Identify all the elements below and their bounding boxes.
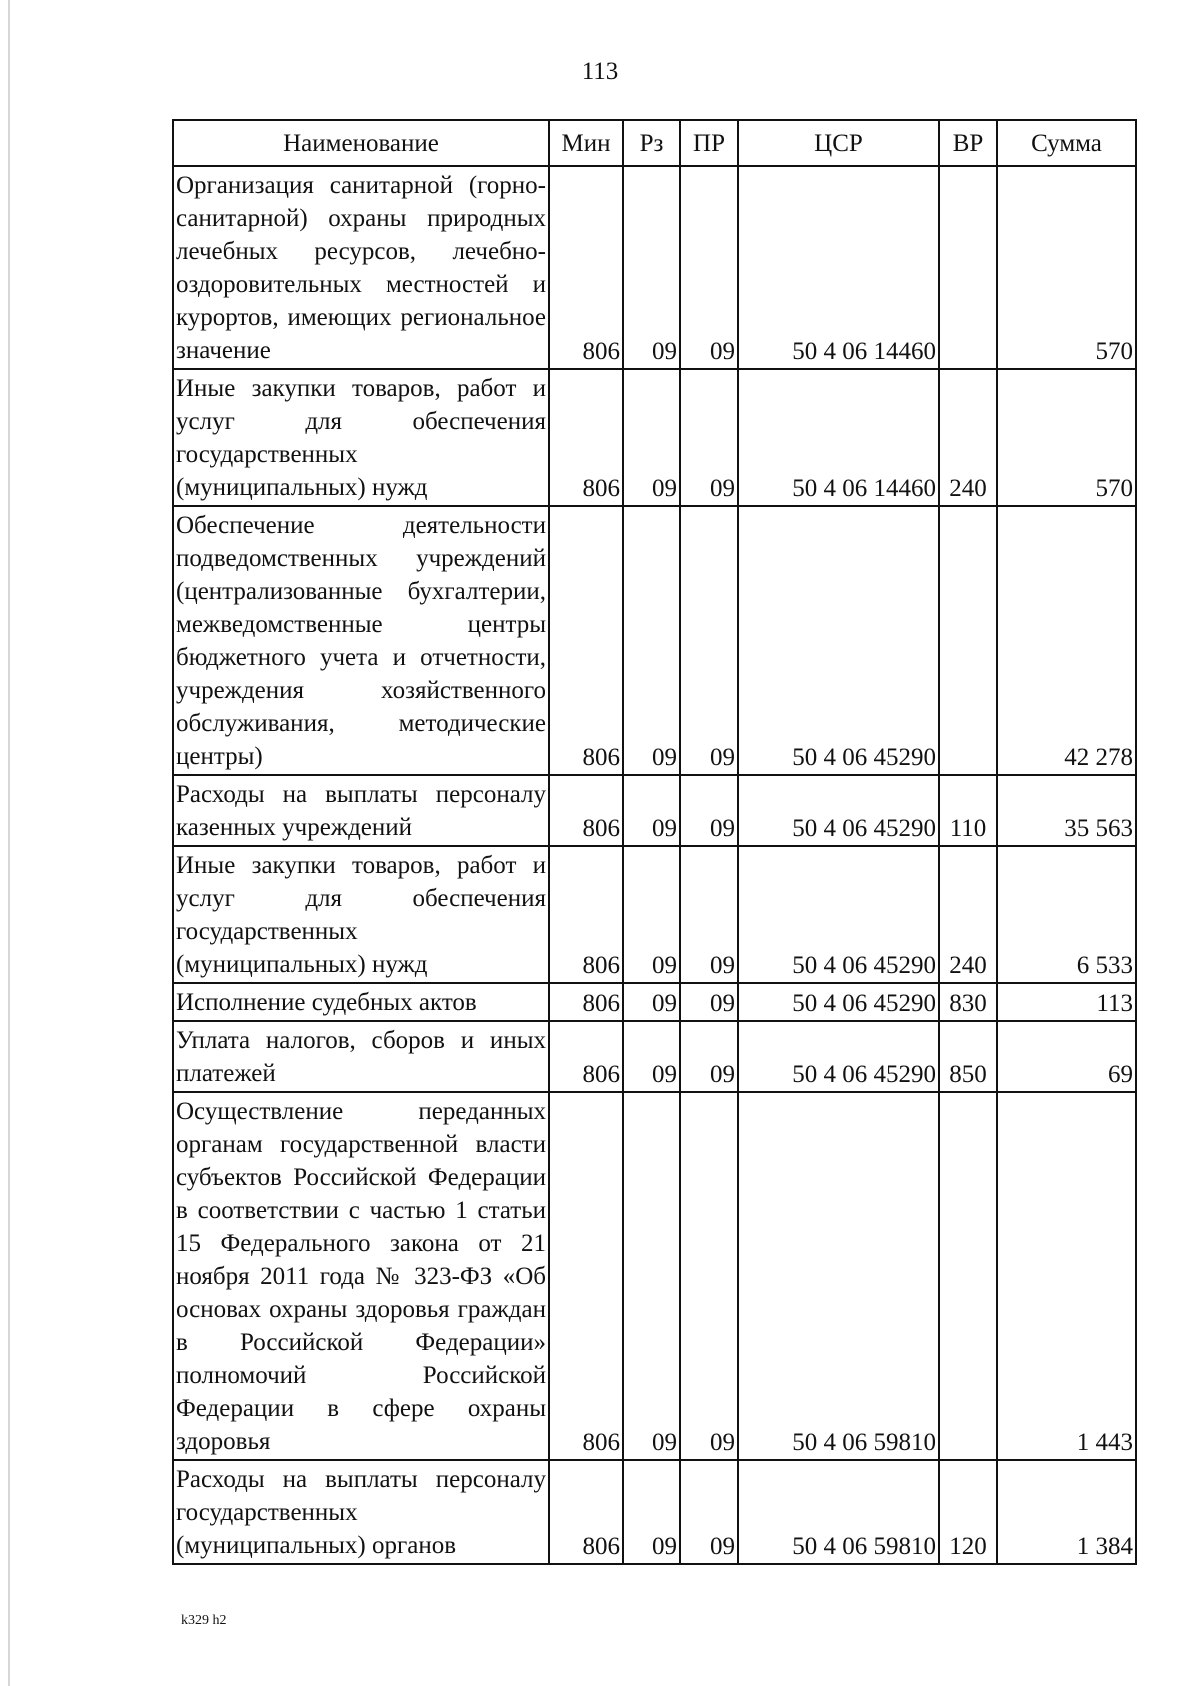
cell-min: 806 bbox=[549, 506, 623, 775]
cell-csr: 50 4 06 45290 bbox=[738, 775, 939, 846]
table-row bbox=[173, 1460, 1136, 1564]
footer-code: k329 h2 bbox=[181, 1613, 227, 1628]
cell-csr: 50 4 06 45290 bbox=[738, 1021, 939, 1092]
page-number: 113 bbox=[581, 58, 619, 85]
cell-sum: 570 bbox=[997, 369, 1136, 506]
cell-name: Исполнение судебных актов bbox=[173, 983, 549, 1021]
cell-sum: 35 563 bbox=[997, 775, 1136, 846]
cell-vr bbox=[939, 1092, 997, 1460]
cell-name: Иные закупки товаров, работ и услуг для обеспечения государственных (муниципальных) нужд bbox=[173, 846, 549, 983]
header-sum: Сумма bbox=[997, 120, 1136, 166]
cell-min: 806 bbox=[549, 846, 623, 983]
cell-rz: 09 bbox=[623, 369, 680, 506]
cell-pr: 09 bbox=[680, 166, 738, 369]
cell-rz: 09 bbox=[623, 983, 680, 1021]
table-row bbox=[173, 775, 1136, 846]
cell-rz: 09 bbox=[623, 1021, 680, 1092]
cell-name: Уплата налогов, сборов и иных платежей bbox=[173, 1021, 549, 1092]
table-row bbox=[173, 983, 1136, 1021]
cell-min: 806 bbox=[549, 166, 623, 369]
cell-pr: 09 bbox=[680, 1092, 738, 1460]
table-row bbox=[173, 506, 1136, 775]
header-min: Мин bbox=[549, 120, 623, 166]
cell-name: Иные закупки товаров, работ и услуг для обеспечения государственных (муниципальных) нужд bbox=[173, 369, 549, 506]
cell-sum: 69 bbox=[997, 1021, 1136, 1092]
cell-sum: 6 533 bbox=[997, 846, 1136, 983]
cell-pr: 09 bbox=[680, 846, 738, 983]
cell-sum: 42 278 bbox=[997, 506, 1136, 775]
table-row bbox=[173, 846, 1136, 983]
table-row bbox=[173, 369, 1136, 506]
header-rz: Рз bbox=[623, 120, 680, 166]
cell-vr bbox=[939, 506, 997, 775]
cell-sum: 570 bbox=[997, 166, 1136, 369]
cell-pr: 09 bbox=[680, 506, 738, 775]
table-row bbox=[173, 166, 1136, 369]
cell-rz: 09 bbox=[623, 775, 680, 846]
cell-rz: 09 bbox=[623, 506, 680, 775]
cell-rz: 09 bbox=[623, 1460, 680, 1564]
cell-pr: 09 bbox=[680, 1021, 738, 1092]
scan-edge bbox=[8, 0, 10, 1686]
cell-pr: 09 bbox=[680, 775, 738, 846]
cell-name: Обеспечение деятельности подведомственных учреждений (централизованные бухгалтерии, межведомственные центры бюджетного учета и отчетности, учреждения хозяйственного обслуживания, методические центры) bbox=[173, 506, 549, 775]
cell-rz: 09 bbox=[623, 1092, 680, 1460]
cell-csr: 50 4 06 14460 bbox=[738, 369, 939, 506]
header-pr: ПР bbox=[680, 120, 738, 166]
cell-rz: 09 bbox=[623, 166, 680, 369]
cell-vr: 240 bbox=[939, 846, 997, 983]
cell-pr: 09 bbox=[680, 983, 738, 1021]
cell-vr: 120 bbox=[939, 1460, 997, 1564]
cell-pr: 09 bbox=[680, 369, 738, 506]
cell-min: 806 bbox=[549, 1092, 623, 1460]
cell-vr: 850 bbox=[939, 1021, 997, 1092]
cell-csr: 50 4 06 59810 bbox=[738, 1460, 939, 1564]
table-row bbox=[173, 1021, 1136, 1092]
cell-rz: 09 bbox=[623, 846, 680, 983]
cell-name: Организация санитарной (горно-санитарной) охраны природных лечебных ресурсов, лечебно-оздоровительных местностей и курортов, имеющих региональное значение bbox=[173, 166, 549, 369]
cell-sum: 1 384 bbox=[997, 1460, 1136, 1564]
cell-name: Расходы на выплаты персоналу государственных (муниципальных) органов bbox=[173, 1460, 549, 1564]
cell-min: 806 bbox=[549, 1460, 623, 1564]
cell-vr bbox=[939, 166, 997, 369]
header-name: Наименование bbox=[173, 120, 549, 166]
cell-pr: 09 bbox=[680, 1460, 738, 1564]
cell-csr: 50 4 06 59810 bbox=[738, 1092, 939, 1460]
cell-csr: 50 4 06 14460 bbox=[738, 166, 939, 369]
header-vr: ВР bbox=[939, 120, 997, 166]
cell-sum: 113 bbox=[997, 983, 1136, 1021]
cell-min: 806 bbox=[549, 1021, 623, 1092]
cell-sum: 1 443 bbox=[997, 1092, 1136, 1460]
table-header-row bbox=[173, 120, 1136, 166]
cell-min: 806 bbox=[549, 983, 623, 1021]
cell-min: 806 bbox=[549, 369, 623, 506]
header-csr: ЦСР bbox=[738, 120, 939, 166]
cell-csr: 50 4 06 45290 bbox=[738, 506, 939, 775]
cell-min: 806 bbox=[549, 775, 623, 846]
cell-name: Осуществление переданных органам государственной власти субъектов Российской Федерации в соответствии с частью 1 статьи 15 Федерального закона от 21 ноября 2011 года № 323-ФЗ «Об основах охраны здоровья граждан в Российской Федерации» полномочий Российской Федерации в сфере охраны здоровья bbox=[173, 1092, 549, 1460]
table-row bbox=[173, 1092, 1136, 1460]
cell-vr: 830 bbox=[939, 983, 997, 1021]
cell-name: Расходы на выплаты персоналу казенных учреждений bbox=[173, 775, 549, 846]
cell-vr: 110 bbox=[939, 775, 997, 846]
cell-csr: 50 4 06 45290 bbox=[738, 983, 939, 1021]
budget-table bbox=[172, 119, 1137, 1565]
cell-csr: 50 4 06 45290 bbox=[738, 846, 939, 983]
cell-vr: 240 bbox=[939, 369, 997, 506]
